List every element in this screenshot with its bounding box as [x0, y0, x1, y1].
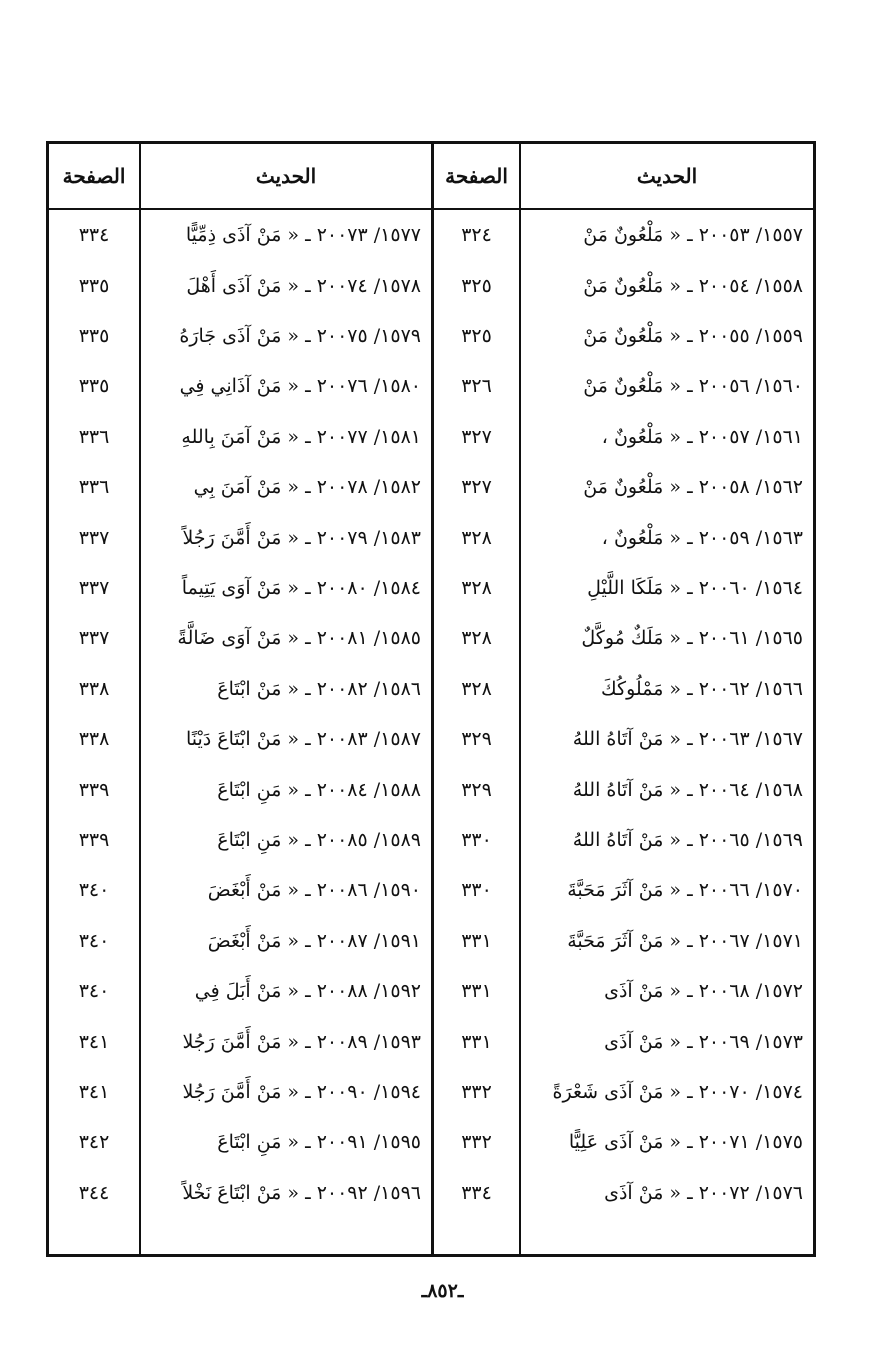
table-header [49, 144, 813, 210]
hadith-entry-left: ١٥٩٥/ ٢٠٠٩١ ـ « مَنِ ابْتَاعَ [217, 1131, 421, 1154]
page-number-right: ٣٢٧ [461, 476, 492, 499]
hadith-entry-left: ١٥٩٤/ ٢٠٠٩٠ ـ « مَنْ أَمَّنَ رَجُلا [182, 1080, 421, 1103]
page-number-left: ٣٣٥ [78, 375, 110, 398]
hadith-entry-left: ١٥٨٢/ ٢٠٠٧٨ ـ « مَنْ آمَنَ بِي [193, 476, 421, 499]
table-row [49, 613, 813, 663]
page-number: ـ٨٥٢ـ [421, 1280, 464, 1302]
hadith-entry-left: ١٥٨٩/ ٢٠٠٨٥ ـ « مَنِ ابْتَاعَ [217, 828, 421, 851]
hadith-entry-right: ١٥٦٨/ ٢٠٠٦٤ ـ « مَنْ آتَاهُ اللهُ [572, 778, 803, 801]
table-row [49, 210, 813, 260]
page-number-left: ٣٣٥ [78, 324, 110, 347]
page-number-left: ٣٣٥ [78, 274, 110, 297]
hadith-entry-right: ١٥٦١/ ٢٠٠٥٧ ـ « مَلْعُونٌ ، [601, 425, 803, 448]
hadith-entry-left: ١٥٩٣/ ٢٠٠٨٩ ـ « مَنْ أَمَّنَ رَجُلا [182, 1030, 421, 1053]
table-row [49, 714, 813, 764]
page-number-left: ٣٤١ [78, 1080, 110, 1103]
table-row [49, 764, 813, 814]
hadith-entry-left: ١٥٨٨/ ٢٠٠٨٤ ـ « مَنِ ابْتَاعَ [217, 778, 421, 801]
page-number-right: ٣٢٩ [461, 728, 492, 751]
hadith-entry-left: ١٥٨٤/ ٢٠٠٨٠ ـ « مَنْ آوَى يَتِيماً [181, 576, 421, 599]
hadith-entry-right: ١٥٦٢/ ٢٠٠٥٨ ـ « مَلْعُونٌ مَنْ [583, 476, 803, 499]
table-row [49, 1067, 813, 1117]
page-number-right: ٣٢٩ [461, 778, 492, 801]
page-number-right: ٣٢٨ [461, 627, 492, 650]
hadith-entry-left: ١٥٧٧/ ٢٠٠٧٣ ـ « مَنْ آذَى ذِمِّيًّا [185, 224, 421, 247]
page-number-left: ٣٤٠ [78, 980, 110, 1003]
hadith-entry-left: ١٥٧٩/ ٢٠٠٧٥ ـ « مَنْ آذَى جَارَهُ [179, 324, 421, 347]
hadith-entry-left: ١٥٨٧/ ٢٠٠٨٣ ـ « مَنْ ابْتَاعَ دَيْنًا [185, 728, 421, 751]
table-row [49, 563, 813, 613]
hadith-entry-right: ١٥٧١/ ٢٠٠٦٧ ـ « مَنْ آثَرَ مَحَبَّةَ [567, 929, 803, 952]
table-row [49, 361, 813, 411]
hadith-entry-right: ١٥٦٣/ ٢٠٠٥٩ ـ « مَلْعُونٌ ، [601, 526, 803, 549]
page-number-left: ٣٣٧ [78, 576, 110, 599]
table-row [49, 1117, 813, 1167]
page-number-left: ٣٣٧ [78, 526, 110, 549]
page-number-left: ٣٣٩ [78, 778, 110, 801]
page-number-right: ٣٢٥ [461, 324, 492, 347]
page-number-right: ٣٣٢ [461, 1131, 492, 1154]
page-number-left: ٣٤٠ [78, 879, 110, 902]
table-row [49, 462, 813, 512]
page-number-right: ٣٢٧ [461, 425, 492, 448]
page-number-right: ٣٢٤ [461, 224, 492, 247]
page-number-left: ٣٣٩ [78, 828, 110, 851]
table-row [49, 1016, 813, 1066]
hadith-entry-left: ١٥٩٦/ ٢٠٠٩٢ ـ « مَنْ ابْتَاعَ نَخْلاً [182, 1181, 421, 1204]
table-row [49, 1168, 813, 1218]
page-number-right: ٣٢٨ [461, 526, 492, 549]
table-row [49, 966, 813, 1016]
hadith-entry-right: ١٥٧٤/ ٢٠٠٧٠ ـ « مَنْ آذَى شَعْرَةً [552, 1080, 803, 1103]
hadith-entry-left: ١٥٨٠/ ٢٠٠٧٦ ـ « مَنْ آذَانِي فِي [179, 375, 421, 398]
hadith-entry-left: ١٥٨٣/ ٢٠٠٧٩ ـ « مَنْ أَمَّنَ رَجُلاً [182, 526, 421, 549]
hadith-entry-right: ١٥٧٥/ ٢٠٠٧١ ـ « مَنْ آذَى عَلِيًّا [568, 1131, 803, 1154]
table-row [49, 311, 813, 361]
page-number-left: ٣٤٢ [78, 1131, 110, 1154]
hadith-entry-right: ١٥٥٨/ ٢٠٠٥٤ ـ « مَلْعُونٌ مَنْ [583, 274, 803, 297]
hadith-entry-left: ١٥٧٨/ ٢٠٠٧٤ ـ « مَنْ آذَى أَهْلَ [186, 274, 421, 297]
hadith-entry-right: ١٥٦٩/ ٢٠٠٦٥ ـ « مَنْ آتَاهُ اللهُ [572, 828, 803, 851]
hadith-entry-right: ١٥٥٩/ ٢٠٠٥٥ ـ « مَلْعُونٌ مَنْ [583, 324, 803, 347]
hadith-entry-right: ١٥٧٢/ ٢٠٠٦٨ ـ « مَنْ آذَى [604, 980, 803, 1003]
hadith-entry-left: ١٥٩٠/ ٢٠٠٨٦ ـ « مَنْ أَبْغَضَ [207, 879, 421, 902]
page-number-right: ٣٣٢ [461, 1080, 492, 1103]
hadith-entry-right: ١٥٦٠/ ٢٠٠٥٦ ـ « مَلْعُونٌ مَنْ [583, 375, 803, 398]
page-number-left: ٣٣٤ [78, 224, 110, 247]
hadith-entry-right: ١٥٧٦/ ٢٠٠٧٢ ـ « مَنْ آذَى [604, 1181, 803, 1204]
hadith-entry-right: ١٥٧٣/ ٢٠٠٦٩ ـ « مَنْ آذَى [604, 1030, 803, 1053]
hadith-entry-right: ١٥٦٦/ ٢٠٠٦٢ ـ « مَمْلُوكُكَ [601, 677, 803, 700]
table-row [49, 916, 813, 966]
hadith-entry-right: ١٥٥٧/ ٢٠٠٥٣ ـ « مَلْعُونٌ مَنْ [583, 224, 803, 247]
hadith-entry-left: ١٥٨٦/ ٢٠٠٨٢ ـ « مَنْ ابْتَاعَ [217, 677, 421, 700]
page-number-right: ٣٢٦ [461, 375, 492, 398]
page-number-right: ٣٣٤ [461, 1181, 492, 1204]
table-row [49, 865, 813, 915]
page-number-right: ٣٢٨ [461, 576, 492, 599]
table-row [49, 815, 813, 865]
page-number-right: ٣٣١ [461, 1030, 492, 1053]
page-number-left: ٣٣٦ [78, 476, 110, 499]
hadith-entry-left: ١٥٨١/ ٢٠٠٧٧ ـ « مَنْ آمَنَ بِاللهِ [181, 425, 421, 448]
table-row [49, 512, 813, 562]
table-row [49, 412, 813, 462]
page-number-right: ٣٣١ [461, 929, 492, 952]
page-number-right: ٣٣٠ [461, 828, 492, 851]
page-number-left: ٣٤٤ [78, 1181, 110, 1204]
page-number-left: ٣٣٧ [78, 627, 110, 650]
page-number-left: ٣٤٠ [78, 929, 110, 952]
page-number-left: ٣٣٦ [78, 425, 110, 448]
header-hadith-right: الحديث [636, 164, 698, 188]
page-number-right: ٣٣١ [461, 980, 492, 1003]
header-page-right: الصفحة [445, 164, 508, 188]
page-number-right: ٣٢٥ [461, 274, 492, 297]
header-page-left: الصفحة [62, 164, 126, 188]
hadith-entry-right: ١٥٦٤/ ٢٠٠٦٠ ـ « مَلَكَا اللَّيْلِ [587, 576, 803, 599]
hadith-index-table [46, 141, 816, 1257]
page-number-right: ٣٢٨ [461, 677, 492, 700]
table-row [49, 664, 813, 714]
hadith-entry-right: ١٥٦٥/ ٢٠٠٦١ ـ « مَلَكٌ مُوكَّلٌ [581, 627, 803, 650]
hadith-entry-left: ١٥٩١/ ٢٠٠٨٧ ـ « مَنْ أَبْغَضَ [207, 929, 421, 952]
page-number-left: ٣٤١ [78, 1030, 110, 1053]
hadith-entry-right: ١٥٦٧/ ٢٠٠٦٣ ـ « مَنْ آتَاهُ اللهُ [572, 728, 803, 751]
page-number-left: ٣٣٨ [78, 677, 110, 700]
hadith-entry-left: ١٥٩٢/ ٢٠٠٨٨ ـ « مَنْ أَبَلَ فِي [194, 980, 421, 1003]
page-number-right: ٣٣٠ [461, 879, 492, 902]
page-number-left: ٣٣٨ [78, 728, 110, 751]
hadith-entry-right: ١٥٧٠/ ٢٠٠٦٦ ـ « مَنْ آثَرَ مَحَبَّةَ [567, 879, 803, 902]
table-row [49, 260, 813, 310]
header-hadith-left: الحديث [255, 164, 317, 188]
hadith-entry-left: ١٥٨٥/ ٢٠٠٨١ ـ « مَنْ آوَى ضَالَّةً [177, 627, 421, 650]
